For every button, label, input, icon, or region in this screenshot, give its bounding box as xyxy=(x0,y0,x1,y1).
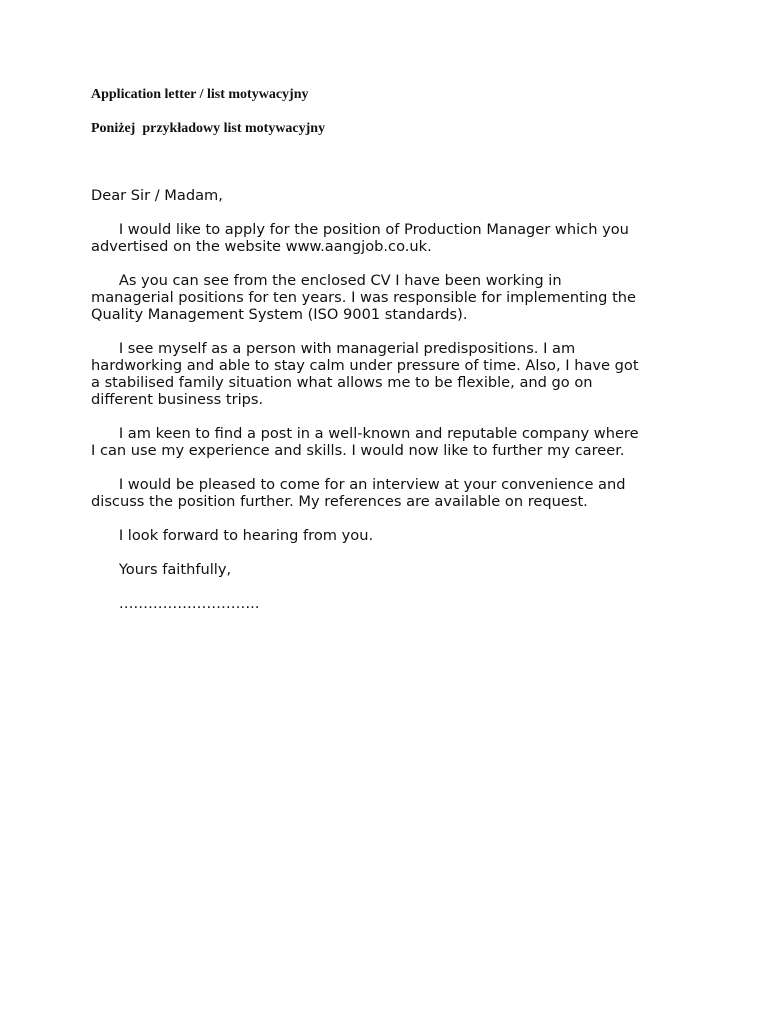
document-title: Application letter / list motywacyjny xyxy=(91,87,309,102)
paragraph-line: I am keen to find a post in a well-known and reputable company where xyxy=(91,425,639,442)
letter-paragraph-2 xyxy=(91,272,686,323)
paragraph-line: discuss the position further. My references are available on request. xyxy=(91,493,588,510)
letter-paragraph-3 xyxy=(91,340,686,408)
paragraph-line: I can use my experience and skills. I would now like to further my career. xyxy=(91,442,625,459)
paragraph-line: a stabilised family situation what allows me to be flexible, and go on xyxy=(91,374,593,391)
paragraph-line: Yours faithfully, xyxy=(91,561,232,578)
paragraph-line: hardworking and able to stay calm under pressure of time. Also, I have got xyxy=(91,357,639,374)
paragraph-line: ……………………….. xyxy=(91,595,260,612)
document-subtitle: Poniżej przykładowy list motywacyjny xyxy=(91,121,326,136)
paragraph-line: I see myself as a person with managerial predispositions. I am xyxy=(91,340,576,357)
paragraph-line: Quality Management System (ISO 9001 standards). xyxy=(91,306,468,323)
letter-salutation: Dear Sir / Madam, xyxy=(91,187,223,204)
paragraph-line: managerial positions for ten years. I was responsible for implementing the xyxy=(91,289,637,306)
letter-closing-line xyxy=(91,527,686,544)
paragraph-line: advertised on the website www.aangjob.co.uk. xyxy=(91,238,432,255)
letter-valediction xyxy=(91,561,686,578)
signature-placeholder xyxy=(91,595,686,612)
paragraph-line: I look forward to hearing from you. xyxy=(91,527,374,544)
paragraph-line: I would like to apply for the position of Production Manager which you xyxy=(91,221,629,238)
paragraph-line: I would be pleased to come for an interview at your convenience and xyxy=(91,476,626,493)
paragraph-line: different business trips. xyxy=(91,391,264,408)
letter-paragraph-5 xyxy=(91,476,686,510)
letter-paragraph-4 xyxy=(91,425,686,459)
letter-paragraph-1 xyxy=(91,221,686,255)
paragraph-line: As you can see from the enclosed CV I have been working in xyxy=(91,272,562,289)
